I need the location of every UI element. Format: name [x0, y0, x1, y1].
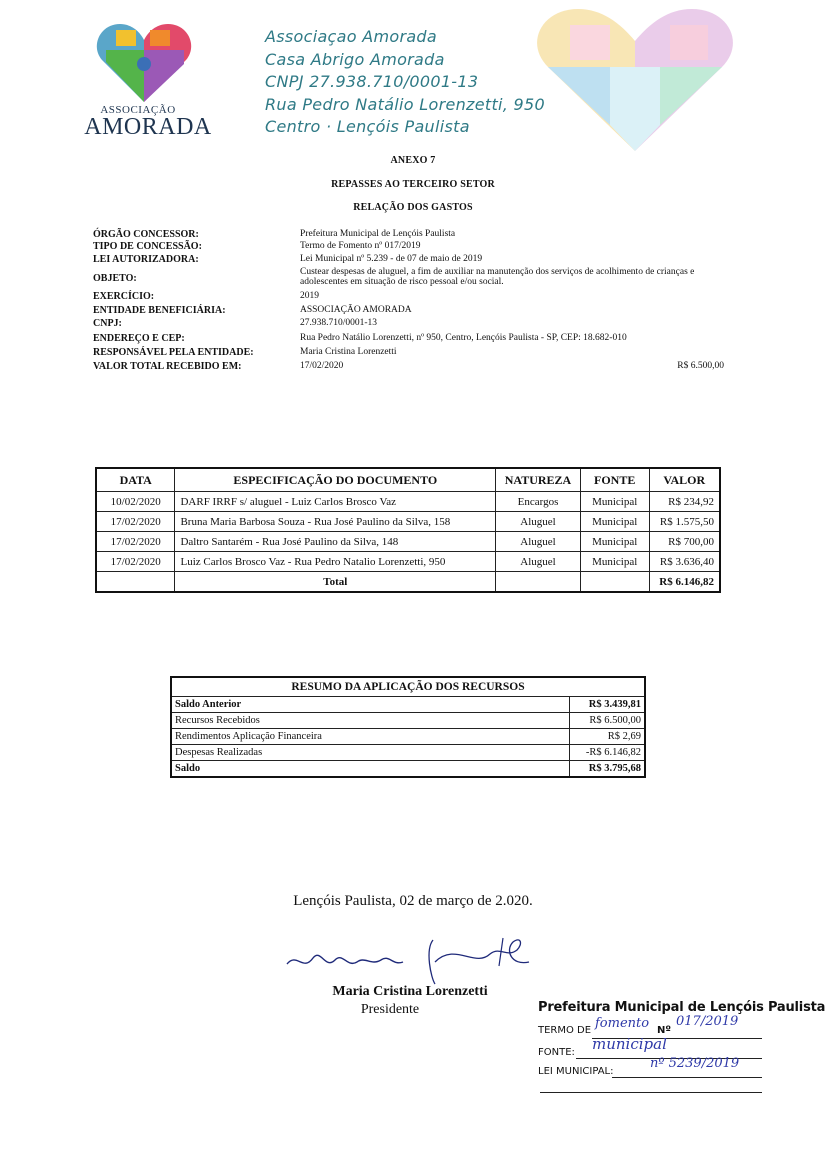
total-row	[96, 572, 720, 593]
gastos-header-row	[96, 468, 720, 492]
stamp-title: Prefeitura Municipal de Lençóis Paulista	[538, 1000, 826, 1015]
resumo-value: R$ 3.439,81	[570, 697, 646, 713]
cell-valor: R$ 1.575,50	[649, 512, 720, 532]
stamp-bottom-line	[540, 1092, 762, 1093]
header-line-5: Centro · Lençóis Paulista	[265, 117, 470, 136]
exercicio-label: EXERCÍCIO:	[93, 291, 155, 302]
table-row	[96, 492, 720, 512]
col-data-header: DATA	[96, 468, 175, 492]
resumo-value: -R$ 6.146,82	[570, 745, 646, 761]
header-line-1: Associaçao Amorada	[265, 27, 437, 46]
tipo-value: Termo de Fomento nº 017/2019	[300, 241, 421, 251]
cell-fonte: Municipal	[580, 492, 649, 512]
cnpj-label: CNPJ:	[93, 318, 122, 329]
cell-natureza: Aluguel	[496, 512, 581, 532]
resumo-label: Saldo Anterior	[171, 697, 570, 713]
valor-total-label: VALOR TOTAL RECEBIDO EM:	[93, 361, 242, 372]
resumo-value: R$ 3.795,68	[570, 761, 646, 778]
resumo-label: Saldo	[171, 761, 570, 778]
logo-big-text: AMORADA	[84, 114, 212, 140]
stamp-n-label: Nº	[657, 1025, 672, 1036]
date-line: Lençóis Paulista, 02 de março de 2.020.	[293, 893, 533, 909]
total-empty-cell	[496, 572, 581, 593]
lei-label: LEI AUTORIZADORA:	[93, 254, 199, 265]
header-line-2: Casa Abrigo Amorada	[265, 50, 445, 69]
logo-small-text: ASSOCIAÇÃO	[100, 104, 176, 116]
endereco-label: ENDEREÇO E CEP:	[93, 333, 185, 344]
resumo-title: RESUMO DA APLICAÇÃO DOS RECURSOS	[171, 677, 645, 697]
cell-fonte: Municipal	[580, 532, 649, 552]
resumo-row-saldo-anterior	[171, 697, 645, 713]
cell-natureza: Encargos	[496, 492, 581, 512]
handwritten-signature	[285, 932, 535, 988]
resumo-label: Recursos Recebidos	[171, 713, 570, 729]
stamp-fonte-handwritten: municipal	[592, 1035, 667, 1053]
cell-data: 17/02/2020	[96, 552, 175, 572]
col-especificacao-header: ESPECIFICAÇÃO DO DOCUMENTO	[175, 468, 496, 492]
signer-name: Maria Cristina Lorenzetti	[332, 984, 488, 999]
table-row	[96, 532, 720, 552]
cell-especificacao: Bruna Maria Barbosa Souza - Rua José Paulino da Silva, 158	[175, 512, 496, 532]
objeto-label: OBJETO:	[93, 273, 137, 284]
heart-puzzle-logo	[96, 20, 192, 104]
cell-data: 10/02/2020	[96, 492, 175, 512]
col-fonte-header: FONTE	[580, 468, 649, 492]
resumo-table	[170, 676, 646, 778]
total-empty-cell	[580, 572, 649, 593]
anexo-title: ANEXO 7	[390, 155, 436, 166]
col-valor-header: VALOR	[649, 468, 720, 492]
cell-valor: R$ 700,00	[649, 532, 720, 552]
cell-natureza: Aluguel	[496, 532, 581, 552]
objeto-value: Custear despesas de aluguel, a fim de auxiliar na manutenção dos serviços de acolhimento de crianças e adolescentes em situação de risco pessoal e/ou social.	[300, 267, 695, 287]
cell-data: 17/02/2020	[96, 532, 175, 552]
exercicio-value: 2019	[300, 291, 319, 301]
stamp-fonte-label: FONTE:	[538, 1047, 575, 1058]
cell-data: 17/02/2020	[96, 512, 175, 532]
orgao-label: ÓRGÃO CONCESSOR:	[93, 229, 199, 240]
header-line-4: Rua Pedro Natálio Lorenzetti, 950	[265, 95, 545, 114]
col-natureza-header: NATUREZA	[496, 468, 581, 492]
total-label: Total	[175, 572, 496, 593]
total-empty-cell	[96, 572, 175, 593]
cell-fonte: Municipal	[580, 552, 649, 572]
total-value: R$ 6.146,82	[649, 572, 720, 593]
stamp-n-handwritten: 017/2019	[676, 1014, 739, 1029]
table-row	[96, 512, 720, 532]
cell-valor: R$ 234,92	[649, 492, 720, 512]
cell-fonte: Municipal	[580, 512, 649, 532]
resumo-label: Rendimentos Aplicação Financeira	[171, 729, 570, 745]
signer-role: Presidente	[360, 1002, 420, 1017]
gastos-table	[95, 467, 721, 593]
table-row	[96, 552, 720, 572]
tipo-label: TIPO DE CONCESSÃO:	[93, 241, 202, 252]
stamp-lei-handwritten: nº 5239/2019	[650, 1056, 740, 1071]
orgao-value: Prefeitura Municipal de Lençóis Paulista	[300, 229, 456, 239]
cell-especificacao: Luiz Carlos Brosco Vaz - Rua Pedro Natalio Lorenzetti, 950	[175, 552, 496, 572]
resumo-label: Despesas Realizadas	[171, 745, 570, 761]
repasses-title: REPASSES AO TERCEIRO SETOR	[331, 179, 495, 190]
stamp-lei-label: LEI MUNICIPAL:	[538, 1066, 614, 1077]
resumo-value: R$ 2,69	[570, 729, 646, 745]
stamp-termo-handwritten: fomento	[595, 1016, 650, 1031]
cell-valor: R$ 3.636,40	[649, 552, 720, 572]
cell-natureza: Aluguel	[496, 552, 581, 572]
endereco-value: Rua Pedro Natálio Lorenzetti, nº 950, Centro, Lençóis Paulista - SP, CEP: 18.682-010	[300, 333, 627, 343]
cell-especificacao: DARF IRRF s/ aluguel - Luiz Carlos Brosco Vaz	[175, 492, 496, 512]
cnpj-value: 27.938.710/0001-13	[300, 318, 378, 328]
pastel-heart-puzzle-decoration	[530, 5, 740, 153]
entidade-label: ENTIDADE BENEFICIÁRIA:	[93, 305, 226, 316]
lei-value: Lei Municipal nº 5.239 - de 07 de maio de 2019	[300, 254, 483, 264]
resumo-row-saldo	[171, 761, 645, 778]
responsavel-value: Maria Cristina Lorenzetti	[300, 347, 397, 357]
relacao-title: RELAÇÃO DOS GASTOS	[353, 202, 473, 213]
valor-total-date: 17/02/2020	[300, 361, 344, 371]
valor-total-amount: R$ 6.500,00	[677, 361, 724, 371]
resumo-value: R$ 6.500,00	[570, 713, 646, 729]
responsavel-label: RESPONSÁVEL PELA ENTIDADE:	[93, 347, 254, 358]
resumo-row-recursos-recebidos	[171, 713, 645, 729]
header-line-3: CNPJ 27.938.710/0001-13	[265, 72, 479, 91]
resumo-row-despesas	[171, 745, 645, 761]
resumo-row-rendimentos	[171, 729, 645, 745]
entidade-value: ASSOCIAÇÃO AMORADA	[300, 305, 412, 315]
cell-especificacao: Daltro Santarém - Rua José Paulino da Silva, 148	[175, 532, 496, 552]
stamp-termo-label: TERMO DE	[538, 1025, 592, 1036]
stamp-lei-underline	[612, 1077, 762, 1078]
